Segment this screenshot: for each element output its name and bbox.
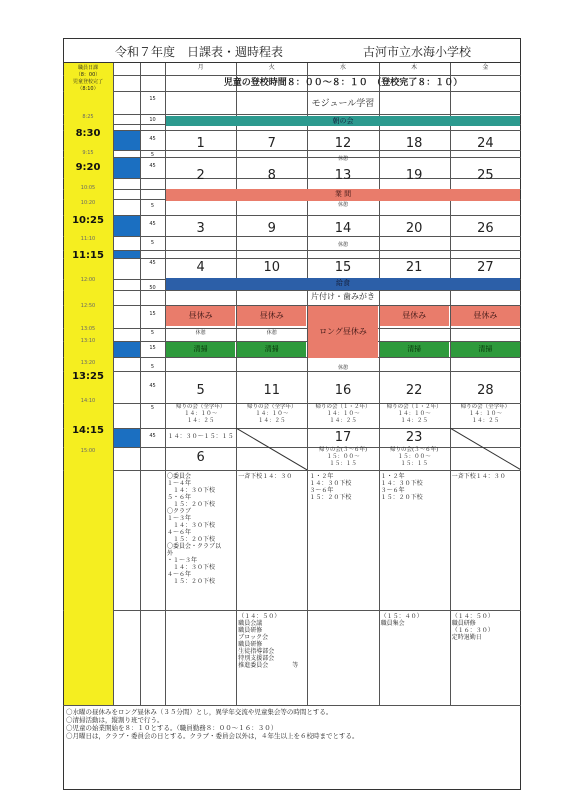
cleaning-0: 清掃 [166,342,235,357]
day-header-2: 水 [339,64,346,71]
minutes-label: 15 [149,345,156,351]
dismissal-thu-line: １５：２０下校 [380,494,423,501]
lunch-recess-4: 昼休み [451,306,520,326]
grid-hline [63,357,521,358]
lunch-band: 給食 [166,278,520,290]
closing-meeting-1-line: １４：１０～ [255,411,289,417]
dismissal-wed-line: ３～６年 [309,487,334,494]
wed-period6: 17 [334,430,352,445]
arrival-time-note: 児童の登校時間８：００～８：１０ （登校完了８：１０） [223,78,463,88]
staff-meeting-tue [238,613,306,677]
period-number: 21 [405,260,423,275]
thu-closing-line: １５：００～ [397,454,431,460]
period-number: 1 [196,136,205,151]
time-label: 8:25 [82,114,94,120]
dismissal-wed-line: １・２年 [309,473,334,480]
cleaning-4: 清掃 [451,342,520,357]
closing-meeting-0-line: １４：１０～ [184,411,218,417]
closing-meeting-1-line: １４：２５ [258,418,286,424]
dismissal-mon-line: １～３年 [167,515,192,522]
dismissal-mon-line: １～４年 [167,480,192,487]
minutes-label: 5 [150,405,155,411]
day-header-1: 火 [268,64,275,71]
staff-meeting-fri-line: 定時退勤日 [451,634,482,641]
closing-meeting-4 [451,404,520,428]
staff-meeting-tue-line: （１４：５０） [238,613,281,620]
dismissal-wed [309,473,377,505]
dismissal-thu [381,473,449,505]
footnotes-line: 〇児童の始業開始を８：１０とする。（職員勤務８：００～１６：３０） [66,724,278,732]
minutes-label: 15 [149,96,156,102]
closing-meeting-2-line: 帰りの会（１・２年） [315,404,371,410]
minutes-label: 5 [150,152,155,158]
dismissal-mon-line: 〇委員会 [167,473,192,480]
period-number: 7 [267,136,276,151]
diagonal-slash [236,428,307,470]
period-number: 4 [196,260,205,275]
day-header-3: 木 [411,64,418,71]
rest-label: 休憩 [337,156,348,162]
period-number: 20 [405,221,423,236]
minutes-label: 45 [149,136,156,142]
period-number: 24 [477,136,494,151]
time-label: 10:05 [80,185,96,191]
dismissal-mon-line: １４：３０下校 [167,522,216,529]
closing-meeting-4-line: 帰りの会（全学年） [460,404,511,410]
time-label: 12:50 [80,303,96,309]
time-label: 13:05 [80,326,96,332]
closing-meeting-0-line: １４：２５ [186,418,215,424]
period-number: 10 [263,260,281,275]
rest-label: 休憩 [195,330,206,336]
long-lunch-recess: ロング昼休み [308,306,377,358]
mon-period6-time: １４：３０～１５：１５ [167,433,234,440]
wed-closing [308,447,377,471]
staff-meeting-thu-line: （１５：４０） [380,613,423,620]
dismissal-thu-line: １・２年 [380,473,405,480]
time-label: 13:25 [72,371,104,382]
dismissal-tue-line: 一斉下校１４：３０ [238,473,293,480]
staff-meeting-thu-line: 職員集会 [380,620,405,627]
time-label: 14:10 [80,398,96,404]
minutes-label: 5 [150,240,155,246]
grid-hline [63,470,521,471]
time-label: 12:00 [80,277,96,283]
module-learning: モジュール学習 [311,99,375,109]
period-number: 26 [477,221,494,236]
dismissal-thu-line: １４：３０下校 [380,480,423,487]
period-number: 14 [334,221,352,236]
period-marker-2 [114,216,140,236]
staff-meeting-thu [381,613,449,629]
period-marker-4 [114,342,140,357]
dismissal-fri-line: 一斉下校１４：３０ [451,473,506,480]
day-header-4: 金 [482,64,489,71]
mon-period6: 6 [196,450,205,465]
dismissal-mon-line: １５：２０下校 [167,536,216,543]
staff-meeting-tue-line: 生徒指導部会 [238,648,275,655]
minutes-label: 5 [150,364,155,370]
diagonal-slash [450,428,521,470]
time-label: 13:10 [80,338,96,344]
dismissal-wed-line: １５：２０下校 [309,494,352,501]
time-label: 11:15 [72,250,104,261]
grid-hline [63,258,521,259]
staff-schedule-note-line: （8:10） [77,86,99,92]
staff-meeting-fri-line: 職員研修 [451,620,476,627]
staff-schedule-note [65,65,111,97]
day-header-0: 月 [197,64,204,71]
lunch-recess-1: 昼休み [237,306,306,326]
closing-meeting-4-line: １４：２５ [471,418,500,424]
minutes-label: 45 [149,260,156,266]
period-number: 16 [334,383,352,398]
staff-meeting-tue-line: 職員研修 [238,627,263,634]
dismissal-wed-line: １４：３０下校 [309,480,352,487]
period-number: 15 [334,260,352,275]
minutes-label: 50 [149,285,156,291]
period-marker-0 [114,131,140,150]
closing-meeting-4-line: １４：１０～ [468,411,502,417]
lunch-recess-3: 昼休み [380,306,449,326]
rest-label: 休憩 [266,330,277,336]
time-label: 9:20 [75,162,101,173]
staff-meeting-fri-line: （１４：５０） [451,613,494,620]
footnotes-line: 〇月曜日は，クラブ・委員会の日とする。クラブ・委員会以外は，４年生以上を６校時までとする。 [66,732,359,740]
period-number: 27 [477,260,494,275]
minutes-label: 45 [149,433,156,439]
closing-meeting-3-line: 帰りの会（１・２年） [386,404,442,410]
page-title: 令和７年度 日課表・週時程表 [115,45,284,59]
dismissal-mon-line: １５：２０下校 [167,501,216,508]
morning-meeting-band: 朝の会 [166,116,520,126]
period-number: 5 [196,383,205,398]
cleaning-3: 清掃 [380,342,449,357]
thu-closing [380,447,449,471]
rest-label: 休憩 [337,202,348,208]
closing-meeting-1-line: 帰りの会（全学年） [247,404,297,410]
period-number: 8 [267,168,276,183]
grid-hline [63,91,521,92]
minutes-label: 5 [150,203,155,209]
minutes-label: 15 [149,311,156,317]
minutes-label: 45 [149,163,156,169]
lunch-recess-0: 昼休み [166,306,235,326]
staff-meeting-tue-line: ブロック会 [238,634,269,641]
closing-meeting-3-line: １４：１０～ [397,411,431,417]
break-band: 業 間 [166,189,520,201]
period-marker-3 [114,251,140,258]
period-number: 22 [405,383,423,398]
period-number: 18 [405,136,423,151]
period-marker-5 [114,429,140,447]
staff-meeting-tue-line: 職員会議 [238,620,263,627]
closing-meeting-2 [308,404,377,428]
period-number: 25 [477,168,494,183]
dismissal-mon-line: ５・６年 [167,494,192,501]
rest-label: 休憩 [337,242,348,248]
staff-schedule-note-line: 職員日課 [77,65,98,71]
time-label: 15:00 [80,448,96,454]
dismissal-mon-line: ４～６年 [167,571,192,578]
footnotes-line: 〇水曜の昼休みをロング昼休み（３５分間）とし，異学年交流や児童集会等の時間とする。 [66,708,333,716]
dismissal-mon-line: 〇クラブ [167,508,192,515]
minutes-label: 10 [149,117,156,123]
time-label: 9:15 [82,150,94,156]
dismissal-mon-line: ・１～３年 [167,557,198,564]
dismissal-thu-line: ３～６年 [380,487,405,494]
rest-label: 休憩 [337,365,348,371]
wed-closing-line: １５：１５ [329,461,357,467]
time-label: 11:10 [80,236,96,242]
dismissal-tue [238,473,306,481]
staff-meeting-tue-line: 推進委員会 等 [238,662,299,669]
dismissal-fri [452,473,520,481]
staff-meeting-tue-line: 特別支援部会 [238,655,275,662]
period-number: 11 [263,383,281,398]
thu-closing-line: １５：１５ [400,461,428,467]
footnotes-line: 〇清掃活動は，縦割り班で行う。 [66,716,164,724]
period-number: 19 [405,168,423,183]
dismissal-mon-line: １５：２０下校 [167,578,216,585]
period-number: 28 [477,383,494,398]
staff-meeting-tue-line: 職員研修 [238,641,263,648]
grid-hline [63,114,521,115]
closing-meeting-3 [380,404,449,428]
thu-closing-line: 帰りの会(３～６年) [390,447,439,453]
period-number: 13 [334,168,352,183]
minutes-label: 45 [149,221,156,227]
staff-schedule-note-line: （8：00） [75,72,101,78]
cleaning-1: 清掃 [237,342,306,357]
school-name: 古河市立水海小学校 [363,45,472,59]
minutes-label: 45 [149,383,156,389]
footnotes [66,708,518,740]
page-header [63,38,521,63]
time-label: 13:20 [80,360,96,366]
period-number: 12 [334,136,352,151]
time-label: 10:20 [80,200,96,206]
wed-closing-line: 帰りの会(３～６年) [318,447,368,453]
minutes-label: 5 [150,330,155,336]
period-number: 3 [196,221,205,236]
cleanup-text: 片付け・歯みがき [311,292,375,301]
diagonal-line [236,428,307,470]
dismissal-mon-line: ４～６年 [167,529,192,536]
closing-meeting-0-line: 帰りの会（全学年） [175,404,226,410]
diagonal-line [450,428,521,470]
staff-meeting-fri [452,613,520,653]
grid-hline [63,610,521,611]
period-number: 9 [267,221,276,236]
wed-closing-line: １５：００～ [326,454,360,460]
period-marker-1 [114,158,140,178]
time-label: 8:30 [75,128,101,139]
closing-meeting-2-line: １４：１０～ [326,411,360,417]
staff-meeting-fri-line: （１６：３０） [451,627,494,634]
dismissal-mon [167,473,235,601]
thu-period6: 23 [405,430,423,445]
staff-schedule-note-line: 児童登校完了 [72,79,103,85]
time-label: 10:25 [72,215,104,226]
grid-hline [63,705,521,706]
time-label: 14:15 [72,425,104,436]
closing-meeting-2-line: １４：２５ [329,418,357,424]
dismissal-mon-line: 〇委員会・クラブ以 [167,543,222,550]
closing-meeting-0 [166,404,235,428]
closing-meeting-1 [237,404,306,428]
period-number: 2 [196,168,205,183]
dismissal-mon-line: １４：３０下校 [167,564,216,571]
closing-meeting-3-line: １４：２５ [400,418,428,424]
dismissal-mon-line: 外 [167,550,174,557]
dismissal-mon-line: １４：３０下校 [167,487,216,494]
